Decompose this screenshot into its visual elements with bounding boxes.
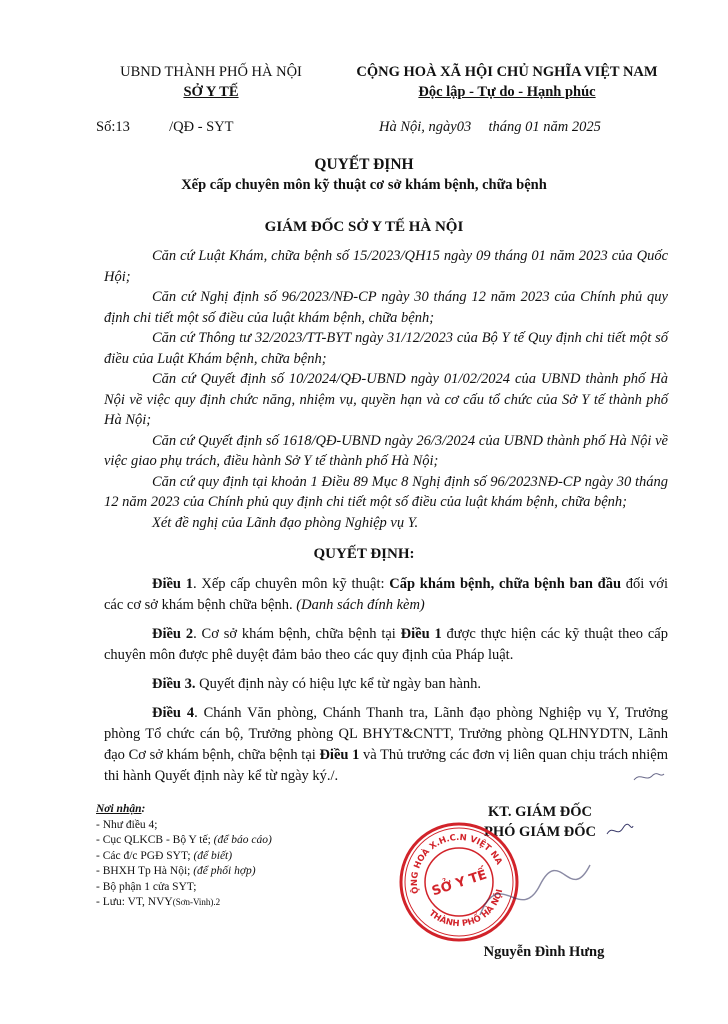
signer-name: Nguyễn Đình Hưng (483, 944, 605, 960)
signature-title: KT. GIÁM ĐỐC (487, 804, 593, 820)
article-1-note: (Danh sách đính kèm) (296, 597, 425, 613)
basis-item: Xét đề nghị của Lãnh đạo phòng Nghiệp vụ Y. (152, 514, 419, 531)
article-3-label: Điều 3. (152, 676, 196, 692)
article-3-text: Quyết định này có hiệu lực kể từ ngày ban hành. (195, 676, 482, 692)
recipient-item (96, 818, 272, 834)
recipient-text: - Cục QLKCB - Bộ Y tế; (96, 834, 214, 846)
svg-text:SỞ Y TẾ: SỞ Y TẾ (430, 867, 489, 900)
recipients-list: Nơi nhận: - Như điều 4; - Cục QLKCB - Bộ Y tế; (để báo cáo) - Các đ/c PGĐ SYT; (để biết) - BHXH Tp Hà Nội; (để phối hợp) - Bộ phận 1 cửa SYT; - Lưu: VT, NVY(Sơn-Vinh).2 (96, 802, 272, 911)
legal-basis (104, 246, 668, 533)
recipient-note: (để phối hợp) (193, 865, 256, 877)
initials-mark-icon (632, 770, 666, 784)
handwritten-signature-icon (470, 845, 610, 935)
date-year-label: năm (543, 119, 569, 135)
article-1-emphasis: Cấp khám bệnh, chữa bệnh ban đầu (389, 576, 622, 592)
recipient-item (96, 880, 272, 896)
basis-item: Căn cứ Nghị định số 96/2023/NĐ-CP ngày 30 tháng 12 năm 2023 của Chính phủ quy định chi tiết một số điều của luật khám bệnh, chữa bệnh; (104, 289, 668, 326)
signature-role: PHÓ GIÁM ĐỐC (484, 824, 596, 840)
svg-text:CỘNG HOÀ X.H.C.N VIỆT NAM: CỘNG HOÀ X.H.C.N VIỆT NAM (409, 832, 504, 895)
recipient-text: - Như điều 4; (96, 818, 158, 831)
article-4-text: . Chánh Văn phòng, Chánh Thanh tra, Lãnh đạo phòng Nghiệp vụ Y, Trưởng phòng Tổ chức cán bộ, Trưởng phòng QL BHYT&CNTT, Trưởng phòng QLHNYDTN, Lãnh đạo Cơ sở khám bệnh, chữa bệnh tại (104, 705, 669, 763)
recipient-text: - Các đ/c PGĐ SYT; (96, 849, 194, 862)
recipient-item (96, 833, 272, 849)
document-title: QUYẾT ĐỊNH (314, 156, 414, 173)
recipient-text: - Lưu: VT, NVY (96, 896, 173, 908)
date-month-label: tháng (488, 119, 522, 135)
date-day: 03 (456, 119, 472, 135)
article-2 (104, 624, 668, 666)
recipient-item (96, 864, 272, 880)
document-subtitle: Xếp cấp chuyên môn kỹ thuật cơ sở khám bệnh, chữa bệnh (181, 177, 547, 193)
article-2-text-b: được thực hiện các kỹ thuật theo cấp chuyên môn được phê duyệt đảm bảo theo các quy định của Pháp luật. (104, 626, 668, 663)
recipient-item (96, 895, 272, 911)
recipient-item (96, 849, 272, 865)
article-1-text-b: đối với các cơ sở khám bệnh chữa bệnh. (104, 576, 669, 613)
recipient-note: (để biết) (193, 849, 233, 862)
svg-text:THÀNH PHỐ HÀ NỘI: THÀNH PHỐ HÀ NỘI (426, 888, 506, 930)
date-month: 01 (525, 119, 540, 135)
article-4 (104, 703, 668, 787)
recipient-text: - Bộ phận 1 cửa SYT; (96, 880, 197, 893)
date-year: 2025 (571, 119, 601, 135)
department-name: SỞ Y TẾ (183, 84, 239, 100)
article-2-label: Điều 2 (152, 626, 194, 642)
decision-heading: QUYẾT ĐỊNH: (313, 546, 415, 562)
article-2-text: . Cơ sở khám bệnh, chữa bệnh tại (193, 626, 401, 642)
number-label: Số:13 (96, 119, 130, 135)
recipient-note: (Sơn-Vinh).2 (172, 897, 221, 907)
motto-text: Độc lập - Tự do - Hạnh phúc (418, 84, 596, 100)
national-motto (318, 62, 696, 102)
basis-item: Căn cứ Luật Khám, chữa bệnh số 15/2023/QH15 ngày 09 tháng 01 năm 2023 của Quốc Hội; (104, 248, 668, 285)
signature-mark-icon (605, 820, 635, 840)
basis-item: Căn cứ Quyết định số 10/2024/QĐ-UBND ngày 01/02/2024 của UBND thành phố Hà Nội về việc quy định chức năng, nhiệm vụ, quyền hạn và cơ cấu tổ chức của Sở Y tế thành phố Hà Nội; (104, 371, 668, 428)
recipient-text: - BHXH Tp Hà Nội; (96, 865, 194, 877)
nation-name: CỘNG HOÀ XÃ HỘI CHỦ NGHĨA VIỆT NAM (356, 64, 658, 80)
article-3 (104, 674, 668, 695)
recipients-label: Nơi nhận (96, 803, 142, 815)
issue-date (379, 119, 601, 136)
article-1-text: . Xếp cấp chuyên môn kỹ thuật: (193, 576, 390, 592)
date-place: Hà Nội, ngày (379, 119, 457, 135)
motto (318, 82, 696, 102)
article-1-label: Điều 1 (152, 576, 193, 592)
article-4-text-b: và Thủ trưởng các đơn vị liên quan chịu trách nhiệm thi hành Quyết định này kể từ ngày ký./. (104, 747, 668, 784)
document-number (96, 119, 234, 136)
issuing-authority (96, 62, 326, 102)
basis-item: Căn cứ quy định tại khoản 1 Điều 89 Mục 8 Nghị định số 96/2023NĐ-CP ngày 30 tháng 12 năm 2023 của Chính phủ quy định chi tiết một số điều của luật khám bệnh, chữa bệnh; (104, 473, 668, 510)
basis-item: Căn cứ Quyết định số 1618/QĐ-UBND ngày 26/3/2024 của UBND thành phố Hà Nội về việc giao phụ trách, điều hành Sở Y tế thành phố Hà Nội; (104, 432, 668, 469)
number-suffix: /QĐ - SYT (169, 119, 234, 135)
authority-heading: GIÁM ĐỐC SỞ Y TẾ HÀ NỘI (264, 219, 464, 235)
article-2-ref: Điều 1 (400, 626, 442, 642)
recipient-note: (để báo cáo) (213, 834, 272, 846)
org-name: UBND THÀNH PHỐ HÀ NỘI (120, 64, 302, 80)
article-4-ref: Điều 1 (319, 747, 360, 763)
article-1 (104, 574, 668, 616)
articles (104, 574, 668, 795)
article-4-label: Điều 4 (152, 705, 195, 721)
basis-item: Căn cứ Thông tư 32/2023/TT-BYT ngày 31/12/2023 của Bộ Y tế Quy định chi tiết một số điều của Luật Khám bệnh, chữa bệnh; (104, 330, 668, 367)
